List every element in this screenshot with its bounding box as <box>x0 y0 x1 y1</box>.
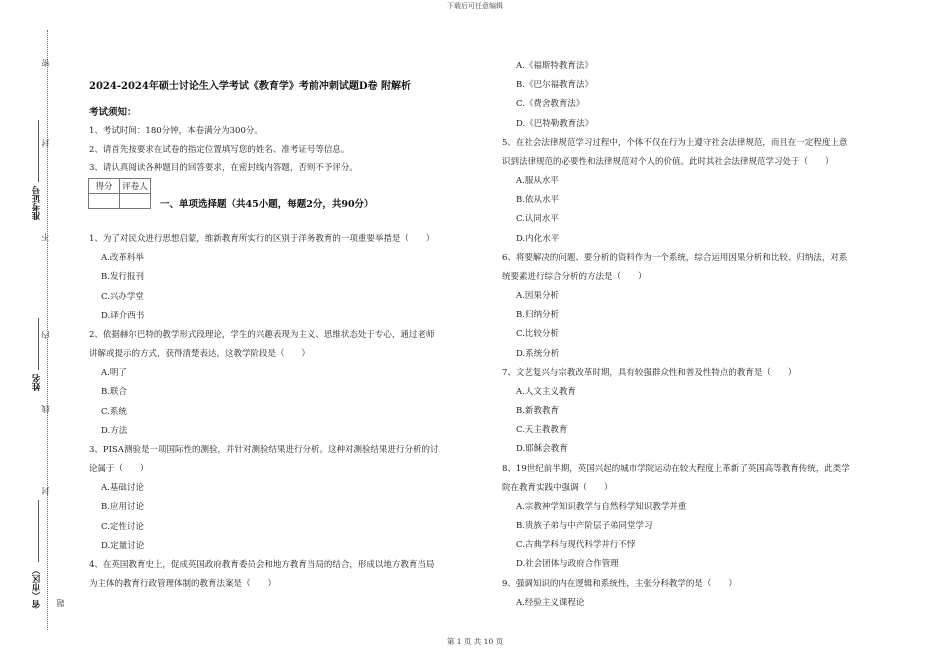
answer-option[interactable]: A.改革科举 <box>101 253 144 264</box>
question-text: 7、文艺复兴与宗教改革时期，具有较强群众性和普及性特点的教育是（ ） <box>502 367 797 378</box>
answer-option[interactable]: A.明了 <box>101 368 127 379</box>
answer-option[interactable]: B.新教教育 <box>516 406 559 417</box>
answer-option[interactable]: C.兴办学堂 <box>101 291 144 302</box>
answer-option[interactable]: D.《巴特勒教育法》 <box>516 118 594 129</box>
notice-item: 1、考试时间：180分钟，本卷满分为300分。 <box>89 126 263 136</box>
answer-option[interactable]: A.人文主义教育 <box>516 386 576 397</box>
page-footer: 第 1 页 共 10 页 <box>446 637 504 646</box>
answer-option[interactable]: B.《巴尔福教育法》 <box>516 80 593 91</box>
question-text: 3、PISA测验是一项国际性的测验，并针对测验结果进行分析。这种对测验结果进行分析的讨 <box>89 444 439 455</box>
notice-item: 3、请认真阅读各种题目的回答要求，在密封线内答题，否则不予评分。 <box>89 163 358 173</box>
answer-option[interactable]: A.经验主义课程论 <box>516 597 585 608</box>
score-table <box>88 178 151 209</box>
answer-option[interactable]: C.《费舍教育法》 <box>516 99 585 110</box>
question-text: 为主体的教育行政管理体制的教育法案是（ ） <box>89 579 277 590</box>
exam-title: 2024-2024年硕士讨论生入学考试《教育学》考前冲刺试题D卷 附解析 <box>89 81 411 92</box>
seal-char: 线 <box>41 404 50 413</box>
answer-option[interactable]: A.《福斯特教育法》 <box>516 61 593 71</box>
question-text: 论属于（ ） <box>89 464 149 475</box>
notice-item: 2、请首先按要求在试卷的指定位置填写您的姓名、准考证号等信息。 <box>89 145 350 155</box>
score-cell[interactable] <box>89 194 120 209</box>
seal-char: 密 <box>41 58 50 67</box>
answer-option[interactable]: D.系统分析 <box>516 348 560 359</box>
answer-option[interactable]: D.社会团体与政府合作管理 <box>516 559 619 570</box>
answer-option[interactable]: A.宗教神学知识教学与自然科学知识教学并重 <box>516 501 687 512</box>
answer-option[interactable]: D.内化水平 <box>516 233 560 244</box>
candidate-number-label: 准考证号 <box>32 186 42 220</box>
seal-char: 题 <box>56 598 65 607</box>
question-text: 5、在社会法律规范学习过程中，个体不仅在行为上遵守社会法律规范，而且在一定程度上意 <box>502 137 848 148</box>
answer-option[interactable]: D.定量讨论 <box>101 540 145 551</box>
question-text: 6、将要解决的问题、要分析的资料作为一个系统，综合运用因果分析和比较、归纳法，对系 <box>502 252 848 263</box>
answer-option[interactable]: C.系统 <box>101 406 127 417</box>
notice-heading: 考试须知： <box>89 107 137 118</box>
answer-option[interactable]: C.古典学科与现代科学并行不悖 <box>516 540 636 551</box>
answer-option[interactable]: D.译介西书 <box>101 310 145 321</box>
question-text: 院在教育实践中强调（ ） <box>502 482 613 493</box>
answer-option[interactable]: C.定性讨论 <box>101 521 144 532</box>
question-text: 8、19世纪前半期，英国兴起的城市学院运动在较大程度上革新了英国高等教育传统，此类学 <box>502 463 850 474</box>
question-text: 2、依据赫尔巴特的教学形式段理论，学生的兴趣表现为主义、思维状态处于专心，通过老师 <box>89 329 435 340</box>
section-heading: 一、单项选择题（共45小题，每题2分，共90分） <box>160 199 374 210</box>
name-field[interactable] <box>38 318 39 370</box>
seal-char: 不 <box>41 232 50 241</box>
answer-option[interactable]: C.天主教教育 <box>516 425 568 436</box>
answer-option[interactable]: D.方法 <box>101 425 128 436</box>
answer-option[interactable]: C.比较分析 <box>516 329 559 340</box>
answer-option[interactable]: B.归纳分析 <box>516 310 559 321</box>
question-text: 9、强调知识的内在逻辑和系统性，主张分科教学的是（ ） <box>502 578 737 589</box>
seal-char: 封 <box>41 138 50 147</box>
question-text: 识到法律规范的必要性和法律规范对个人的价值。此时其社会法律规范学习处于（ ） <box>502 156 834 167</box>
seal-char: 封 <box>41 486 50 495</box>
answer-option[interactable]: C.认同水平 <box>516 214 559 225</box>
answer-option[interactable]: D.耶稣会教育 <box>516 444 568 455</box>
province-label: 省（市区） <box>32 566 42 609</box>
answer-option[interactable]: A.因果分析 <box>516 291 559 302</box>
question-text: 4、在英国教育史上，促成英国政府教育委员会和地方教育当局的结合，形成以地方教育当局 <box>89 559 435 570</box>
answer-option[interactable]: B.发行报刊 <box>101 272 144 283</box>
seal-char: 内 <box>41 330 50 339</box>
question-text: 讲解或提示的方式，获得清楚表达，这教学阶段是（ ） <box>89 349 311 360</box>
answer-option[interactable]: B.联合 <box>101 387 127 398</box>
answer-option[interactable]: A.基础讨论 <box>101 483 144 494</box>
candidate-number-field[interactable] <box>38 120 39 182</box>
grader-header: 评卷人 <box>120 179 151 194</box>
header-note: 下载后可任意编辑 <box>447 2 503 10</box>
answer-option[interactable]: B.贵族子弟与中产阶层子弟同堂学习 <box>516 521 653 532</box>
score-header: 得分 <box>89 179 120 194</box>
answer-option[interactable]: B.应用讨论 <box>101 502 144 513</box>
province-field[interactable] <box>38 500 39 562</box>
answer-option[interactable]: B.依从水平 <box>516 195 559 206</box>
question-text: 统要素进行综合分析的方法是（ ） <box>502 271 647 282</box>
name-label: 姓名 <box>32 374 42 391</box>
grader-cell[interactable] <box>120 194 151 209</box>
question-text: 1、为了对民众进行思想启蒙，维新教育所实行的区别于洋务教育的一项重要举措是（ ） <box>89 234 435 244</box>
answer-option[interactable]: A.服从水平 <box>516 176 559 187</box>
